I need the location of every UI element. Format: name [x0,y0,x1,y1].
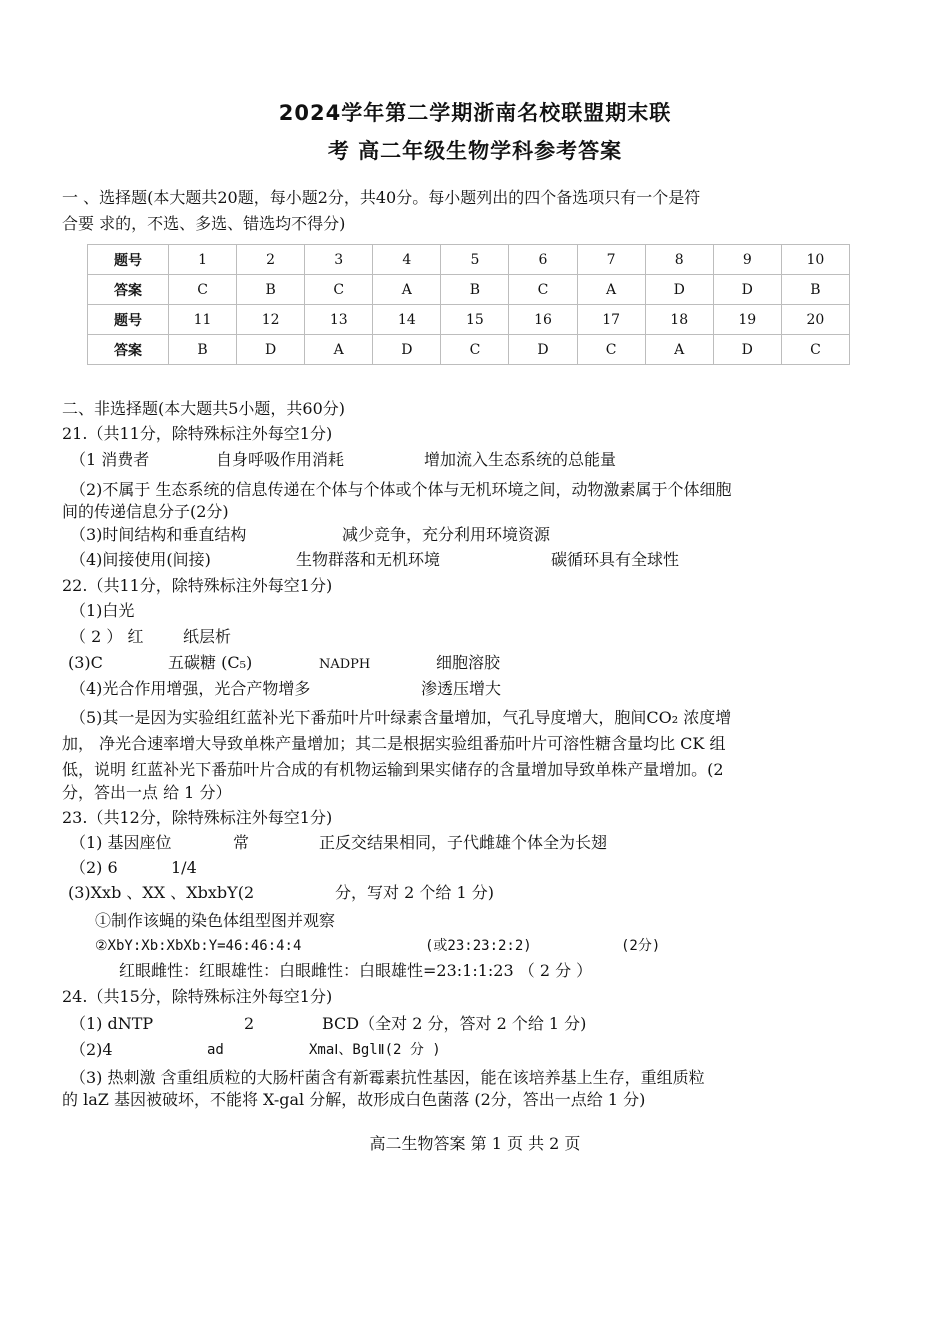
q24-header: 24.（共15分，除特殊标注外每空1分) [62,987,333,1006]
table-cell: 18 [645,305,713,335]
q21-answer1-c: 增加流入生态系统的总能量 [424,450,617,469]
table-cell: 8 [645,245,713,275]
table-cell: D [713,275,781,305]
q24-answer2-c: XmaⅠ、BglⅡ(2 分 ) [309,1042,441,1058]
q21-answer2-line1: （2)不属于 生态系统的信息传递在个体与个体或个体与无机环境之间，动物激素属于个体细胞 [70,480,732,499]
table-cell: 19 [713,305,781,335]
q23-answer2-a: （2) 6 [70,858,118,877]
table-row-header: 题号 [88,245,169,275]
table-cell: 13 [305,305,373,335]
q21-answer1-b: 自身呼吸作用消耗 [216,450,345,469]
table-cell: C [781,335,849,365]
table-cell: C [305,275,373,305]
table-cell: A [577,275,645,305]
q21-answer1-a: （1 消费者 [70,450,150,469]
q23-answer3-b: 分，写对 2 个给 1 分) [335,883,494,902]
table-cell: D [237,335,305,365]
table-cell: B [169,335,237,365]
table-cell: 10 [781,245,849,275]
q23-answer1-b: 常 [233,833,250,852]
q24-answer2-a: （2)4 [70,1040,113,1059]
section2-heading: 二、非选择题(本大题共5小题，共60分) [62,399,346,418]
q22-answer1: （1)白光 [70,601,135,620]
q22-answer5-line3: 低，说明 红蓝补光下番茄叶片合成的有机物运输到果实储存的含量增加导致单株产量增加。(2 [62,760,724,779]
q22-answer4-b: 渗透压增大 [421,679,502,698]
page-footer: 高二生物答案 第 1 页 共 2 页 [369,1134,581,1153]
q23-header: 23.（共12分，除特殊标注外每空1分) [62,808,333,827]
q23-answer3-ratio: 红眼雌性：红眼雄性：白眼雌性：白眼雄性=23:1:1:23 （ 2 分 ） [119,961,593,980]
table-cell: A [373,275,441,305]
table-cell: D [645,275,713,305]
q22-answer5-line1: （5)其一是因为实验组红蓝补光下番茄叶片叶绿素含量增加，气孔导度增大，胞间CO₂ 浓度增 [70,708,732,727]
table-cell: A [645,335,713,365]
q24-answer3-line1: （3) 热刺激 含重组质粒的大肠杆菌含有新霉素抗性基因，能在该培养基上生存，重组质粒 [70,1068,705,1087]
section1-instruction-line2: 合要 求的，不选、多选、错选均不得分) [62,214,346,233]
table-row [88,245,850,275]
table-cell: B [237,275,305,305]
q23-answer1-c: 正反交结果相同，子代雌雄个体全为长翅 [319,833,608,852]
q23-answer3-step2-c: (2分) [621,938,661,954]
q21-answer4-c: 碳循环具有全球性 [551,550,680,569]
table-cell: 17 [577,305,645,335]
q23-answer3-a: (3)Xxb 、XX 、XbxbY(2 [68,883,255,902]
table-cell: 16 [509,305,577,335]
table-cell: C [169,275,237,305]
q23-answer2-b: 1/4 [171,858,197,877]
table-cell: 15 [441,305,509,335]
q22-answer2-a: （ 2 ） 红 [70,627,144,646]
q22-answer5-line2: 加， 净光合速率增大导致单株产量增加；其二是根据实验组番茄叶片可溶性糖含量均比 CK 组 [62,734,726,753]
table-cell: D [713,335,781,365]
table-cell: C [509,275,577,305]
q21-answer3-b: 减少竞争，充分利用环境资源 [342,525,551,544]
q21-answer4-b: 生物群落和无机环境 [296,550,441,569]
table-row-header: 答案 [88,335,169,365]
table-cell: 11 [169,305,237,335]
table-cell: C [577,335,645,365]
table-cell: 20 [781,305,849,335]
q21-answer4-a: （4)间接使用(间接) [70,550,211,569]
table-cell: 4 [373,245,441,275]
table-cell: 2 [237,245,305,275]
q24-answer3-line2: 的 laZ 基因被破坏，不能将 X-gal 分解，故形成白色菌落 (2分，答出一点给 1 分) [62,1090,646,1109]
page-title-line2: 考 高二年级生物学科参考答案 [327,139,623,163]
table-cell: D [509,335,577,365]
q21-header: 21.（共11分，除特殊标注外每空1分) [62,424,333,443]
q23-answer3-step1: ①制作该蝇的染色体组型图并观察 [95,911,336,930]
table-cell: C [441,335,509,365]
q24-answer1-a: （1) dNTP [70,1014,154,1033]
q22-answer4-a: （4)光合作用增强，光合产物增多 [70,679,311,698]
page-title-line1: 2024学年第二学期浙南名校联盟期末联 [278,101,672,125]
q22-answer3-b: 五碳糖 (C₅) [168,653,253,672]
table-cell: 12 [237,305,305,335]
table-cell: 7 [577,245,645,275]
q22-answer3-c: NADPH [319,657,371,672]
q23-answer3-step2-b: (或23:23:2:2) [425,938,532,954]
q22-answer2-b: 纸层析 [183,627,232,646]
table-cell: B [441,275,509,305]
table-cell: 1 [169,245,237,275]
table-row-header: 题号 [88,305,169,335]
q22-header: 22.（共11分，除特殊标注外每空1分) [62,576,333,595]
q22-answer3-a: (3)C [68,653,103,672]
table-row-header: 答案 [88,275,169,305]
table-cell: 5 [441,245,509,275]
q23-answer3-step2-a: ②XbY:Xb:XbXb:Y=46:46:4:4 [95,938,302,954]
section1-instruction-line1: 一 、选择题(本大题共20题，每小题2分，共40分。每小题列出的四个备选项只有一个是符 [62,188,701,207]
q24-answer1-b: 2 [244,1014,255,1033]
table-row [88,275,850,305]
table-cell: B [781,275,849,305]
q24-answer1-c: BCD（全对 2 分，答对 2 个给 1 分) [322,1014,587,1033]
q22-answer5-line4: 分，答出一点 给 1 分） [62,783,232,802]
table-cell: D [373,335,441,365]
q21-answer3-a: （3)时间结构和垂直结构 [70,525,247,544]
table-cell: A [305,335,373,365]
table-cell: 3 [305,245,373,275]
q23-answer1-a: （1) 基因座位 [70,833,172,852]
table-row [88,335,850,365]
table-cell: 14 [373,305,441,335]
q24-answer2-b: ad [207,1042,224,1058]
table-cell: 6 [509,245,577,275]
table-row [88,305,850,335]
table-cell: 9 [713,245,781,275]
q21-answer2-line2: 间的传递信息分子(2分) [62,502,229,521]
q22-answer3-d: 细胞溶胶 [436,653,501,672]
multiple-choice-answer-table [87,244,850,365]
